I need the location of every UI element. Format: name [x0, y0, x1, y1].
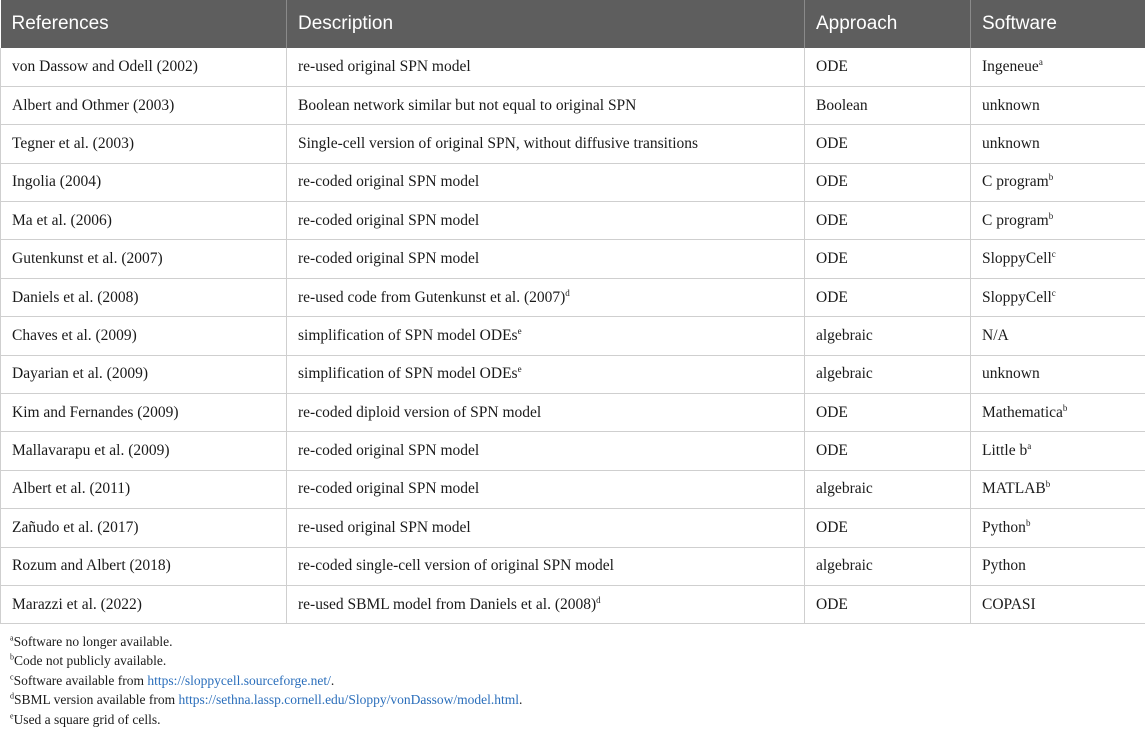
footnote-mark: b [1048, 172, 1054, 183]
cell-description-text: re-coded original SPN model [298, 211, 480, 229]
cell-reference-text: Zañudo et al. (2017) [12, 518, 139, 536]
cell-software [971, 470, 1145, 508]
footnote-text: SBML version available from [14, 692, 179, 708]
footnote-mark: b [1062, 402, 1068, 413]
cell-description [287, 202, 805, 240]
table-row [1, 509, 1145, 547]
table-row [1, 240, 1145, 278]
cell-software [971, 278, 1145, 316]
cell-description-text: re-coded original SPN model [298, 442, 480, 460]
header-references: References [1, 0, 287, 48]
cell-software-text: Python [982, 557, 1026, 575]
cell-reference-text: Ma et al. (2006) [12, 211, 112, 229]
cell-description-text: re-used SBML model from Daniels et al. (2008) [298, 595, 597, 613]
cell-approach [805, 317, 971, 355]
table-row [1, 86, 1145, 124]
cell-reference [1, 432, 287, 470]
cell-approach [805, 48, 971, 86]
footnote-text: Software no longer available. [13, 634, 173, 649]
cell-software [971, 125, 1145, 163]
cell-approach-text: Boolean [816, 96, 868, 114]
cell-reference-text: Marazzi et al. (2022) [12, 595, 142, 613]
cell-description-text: simplification of SPN model ODEs [298, 326, 518, 344]
footnote-b [10, 651, 522, 670]
footnote-mark: d [565, 287, 570, 298]
cell-reference [1, 547, 287, 585]
cell-approach-text: ODE [816, 403, 848, 421]
cell-software-text: SloppyCell [982, 288, 1052, 306]
cell-software-text: Ingeneue [982, 57, 1039, 75]
cell-approach [805, 163, 971, 201]
cell-software-text: N/A [982, 326, 1009, 344]
cell-approach-text: ODE [816, 211, 848, 229]
cell-reference-text: Albert and Othmer (2003) [12, 96, 175, 114]
header-approach: Approach [805, 0, 971, 48]
header-software: Software [971, 0, 1145, 48]
cell-software [971, 432, 1145, 470]
table-row [1, 202, 1145, 240]
cell-approach-text: algebraic [816, 480, 873, 498]
cell-description-text: Single-cell version of original SPN, without diffusive transitions [298, 134, 699, 152]
cell-reference-text: Kim and Fernandes (2009) [12, 403, 179, 421]
cell-description [287, 355, 805, 393]
cell-software-text: unknown [982, 365, 1040, 383]
cell-approach-text: ODE [816, 173, 848, 191]
cell-approach [805, 547, 971, 585]
footnote-mark: b [1048, 210, 1054, 221]
cell-software [971, 394, 1145, 432]
cell-approach-text: ODE [816, 134, 848, 152]
cell-software [971, 202, 1145, 240]
cell-reference-text: Gutenkunst et al. (2007) [12, 250, 163, 268]
cell-description [287, 432, 805, 470]
footnote-mark: e [517, 325, 522, 336]
footnote-a [10, 632, 522, 651]
cell-approach-text: ODE [816, 288, 848, 306]
cell-approach [805, 278, 971, 316]
cell-reference [1, 202, 287, 240]
cell-software-text: COPASI [982, 595, 1036, 613]
cell-software [971, 163, 1145, 201]
cell-approach-text: ODE [816, 250, 848, 268]
cell-reference-text: Ingolia (2004) [12, 173, 102, 191]
cell-approach [805, 394, 971, 432]
cell-approach [805, 432, 971, 470]
cell-approach [805, 125, 971, 163]
footnote-mark: b [1025, 517, 1031, 528]
footnote-e [10, 710, 522, 729]
cell-software-text: Little b [982, 442, 1028, 460]
cell-software [971, 317, 1145, 355]
cell-software [971, 48, 1145, 86]
table-row [1, 355, 1145, 393]
table-row [1, 48, 1145, 86]
cell-approach-text: ODE [816, 442, 848, 460]
cell-software [971, 86, 1145, 124]
cell-software-text: C program [982, 173, 1049, 191]
footnote-mark: c [10, 672, 14, 682]
footnote-mark: a [1038, 56, 1043, 67]
cell-reference [1, 48, 287, 86]
cell-description-text: re-used code from Gutenkunst et al. (2007) [298, 288, 566, 306]
cell-approach [805, 240, 971, 278]
cell-description [287, 163, 805, 201]
cell-reference-text: Mallavarapu et al. (2009) [12, 442, 170, 460]
cell-approach-text: algebraic [816, 326, 873, 344]
table-row [1, 278, 1145, 316]
cell-software [971, 547, 1145, 585]
cell-description-text: simplification of SPN model ODEs [298, 365, 518, 383]
cell-reference [1, 278, 287, 316]
cell-software-text: C program [982, 211, 1049, 229]
cell-description [287, 585, 805, 623]
table-row [1, 547, 1145, 585]
cell-description [287, 470, 805, 508]
cell-description [287, 317, 805, 355]
footnote-mark: a [10, 633, 14, 643]
footnote-text: Used a square grid of cells. [13, 711, 161, 727]
footnote-mark: d [596, 594, 601, 605]
table-body [1, 48, 1145, 624]
cell-approach [805, 509, 971, 547]
footnote-mark: c [1051, 248, 1056, 259]
footnote-punct: . [330, 672, 335, 688]
cell-reference-text: Albert et al. (2011) [12, 480, 131, 498]
cell-reference [1, 317, 287, 355]
cell-software-text: unknown [982, 134, 1040, 152]
cell-description-text: re-coded original SPN model [298, 480, 480, 498]
cell-description-text: re-used original SPN model [298, 518, 471, 536]
footnote-link[interactable]: https://sloppycell.sourceforge.net/ [147, 672, 331, 688]
table-row [1, 163, 1145, 201]
footnote-c [10, 671, 522, 690]
cell-reference-text: von Dassow and Odell (2002) [12, 57, 198, 75]
cell-description [287, 278, 805, 316]
cell-software-text: Mathematica [982, 403, 1063, 421]
cell-description-text: re-coded original SPN model [298, 250, 480, 268]
footnote-link[interactable]: https://sethna.lassp.cornell.edu/Sloppy/vonDassow/model.html [178, 692, 519, 708]
cell-reference [1, 470, 287, 508]
cell-reference-text: Chaves et al. (2009) [12, 326, 137, 344]
cell-reference [1, 394, 287, 432]
cell-approach-text: ODE [816, 595, 848, 613]
table-row [1, 585, 1145, 623]
cell-approach-text: ODE [816, 57, 848, 75]
cell-description [287, 48, 805, 86]
cell-approach [805, 202, 971, 240]
footnote-text: Code not publicly available. [14, 653, 167, 669]
cell-description [287, 86, 805, 124]
footnote-mark: d [10, 691, 14, 701]
footnotes [10, 632, 522, 729]
footnote-punct: . [518, 692, 523, 708]
footnote-d [10, 690, 522, 709]
footnote-text: Software available from [13, 672, 148, 688]
footnote-mark: e [517, 364, 522, 375]
cell-reference [1, 355, 287, 393]
cell-reference-text: Daniels et al. (2008) [12, 288, 139, 306]
cell-description [287, 240, 805, 278]
footnote-mark: b [10, 652, 14, 662]
cell-software-text: unknown [982, 96, 1040, 114]
cell-description-text: re-used original SPN model [298, 57, 471, 75]
cell-software [971, 240, 1145, 278]
cell-description-text: re-coded original SPN model [298, 173, 480, 191]
cell-approach [805, 585, 971, 623]
cell-description-text: Boolean network similar but not equal to original SPN [298, 96, 637, 114]
cell-approach-text: algebraic [816, 557, 873, 575]
footnote-mark: c [1051, 287, 1056, 298]
table-row [1, 470, 1145, 508]
footnote-mark: b [1045, 479, 1051, 490]
cell-reference [1, 163, 287, 201]
table-row [1, 432, 1145, 470]
table-row [1, 394, 1145, 432]
cell-approach-text: algebraic [816, 365, 873, 383]
cell-software-text: Python [982, 518, 1026, 536]
cell-approach [805, 355, 971, 393]
cell-description [287, 394, 805, 432]
cell-reference [1, 86, 287, 124]
cell-description [287, 125, 805, 163]
cell-software-text: MATLAB [982, 480, 1046, 498]
cell-reference [1, 240, 287, 278]
cell-software [971, 509, 1145, 547]
cell-reference [1, 585, 287, 623]
cell-description [287, 547, 805, 585]
footnote-mark: e [10, 711, 14, 721]
table-header-row [1, 0, 1145, 48]
cell-approach [805, 86, 971, 124]
cell-reference-text: Tegner et al. (2003) [12, 134, 135, 152]
cell-description-text: re-coded single-cell version of original SPN model [298, 557, 614, 575]
cell-approach-text: ODE [816, 518, 848, 536]
cell-reference [1, 509, 287, 547]
cell-software [971, 585, 1145, 623]
cell-reference-text: Dayarian et al. (2009) [12, 365, 148, 383]
cell-software [971, 355, 1145, 393]
cell-description-text: re-coded diploid version of SPN model [298, 403, 542, 421]
header-description: Description [287, 0, 805, 48]
cell-reference [1, 125, 287, 163]
table-row [1, 125, 1145, 163]
cell-description [287, 509, 805, 547]
table-row [1, 317, 1145, 355]
footnote-mark: a [1027, 440, 1032, 451]
cell-approach [805, 470, 971, 508]
cell-software-text: SloppyCell [982, 250, 1052, 268]
cell-reference-text: Rozum and Albert (2018) [12, 557, 171, 575]
